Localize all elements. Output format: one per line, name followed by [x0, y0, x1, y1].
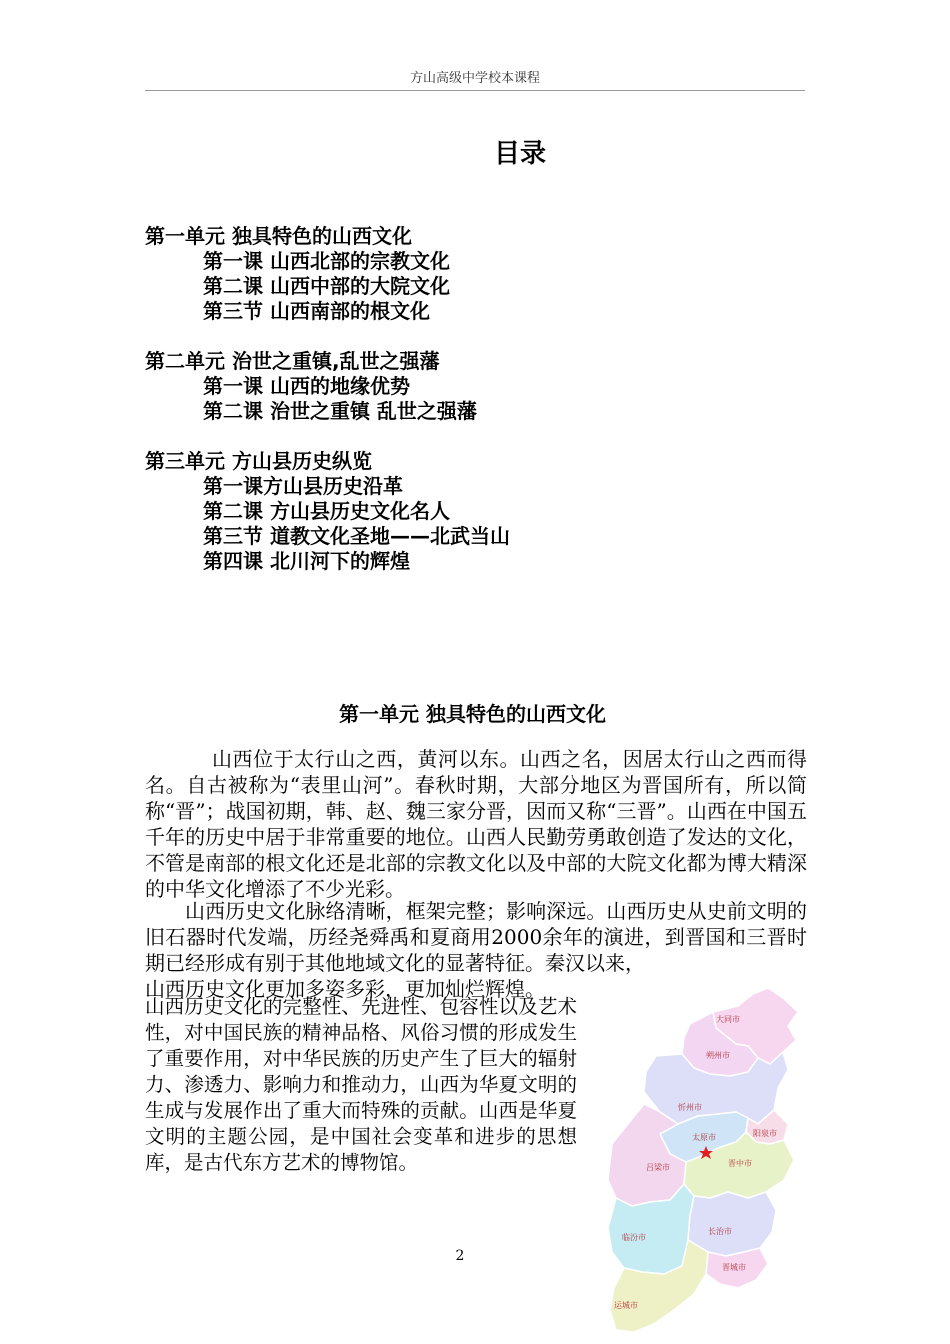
toc-lesson[interactable]: 第二课 方山县历史文化名人 [203, 499, 450, 523]
toc-lesson[interactable]: 第一课 山西北部的宗教文化 [203, 249, 450, 273]
toc-spacer [145, 324, 805, 349]
city-label-lvliang: 吕梁市 [646, 1163, 670, 1172]
toc-lesson[interactable]: 第二课 山西中部的大院文化 [203, 274, 450, 298]
paragraph-4: 山西历史文化的完整性、先进性、包容性以及艺术性，对中国民族的精神品格、风俗习惯的形成发生了重要作用，对中华民族的历史产生了巨大的辐射力、渗透力、影响力和推动力，山西为华夏文明的生成与发展作出了重大而特殊的贡献。山西是华夏文明的主题公园，是中国社会变革和进步的思想库，是古代东方艺术的博物馆。 [145, 995, 577, 1174]
toc-lesson[interactable]: 第三节 道教文化圣地——北武当山 [203, 524, 510, 548]
toc-spacer [145, 424, 805, 449]
city-label-jinzhong: 晋中市 [728, 1159, 752, 1168]
header-title: 方山高级中学校本课程 [409, 71, 540, 86]
city-label-yuncheng: 运城市 [614, 1301, 638, 1310]
city-label-shuozhou: 朔州市 [706, 1051, 730, 1060]
paragraph-1: 山西位于太行山之西，黄河以东。山西之名，因居太行山之西而得名。自古被称为“表里山河”。春秋时期，大部分地区为晋国所有，所以简称“晋”；战国初期，韩、赵、魏三家分晋，因而又称“三晋”。山西在中国五千年的历史中居于非常重要的地位。山西人民勤劳勇敢创造了发达的文化，不管是南部的根文化还是北部的宗教文化以及中部的大院文化都为博大精深的中华文化增添了不少光彩。 [145, 747, 807, 901]
header-rule [145, 90, 805, 91]
toc-lesson[interactable]: 第三节 山西南部的根文化 [203, 299, 430, 323]
section-title: 第一单元 独具特色的山西文化 [339, 702, 606, 726]
toc-unit-2[interactable]: 第二单元 治世之重镇,乱世之强藩 [145, 349, 440, 373]
toc-unit-1[interactable]: 第一单元 独具特色的山西文化 [145, 224, 412, 248]
paragraph-3: 山西历史文化更加多姿多彩，更加灿烂辉煌。 [145, 977, 545, 1001]
paragraph-2: 山西历史文化脉络清晰，框架完整；影响深远。山西历史从史前文明的旧石器时代发端，历经尧舜禹和夏商用2000余年的演进，到晋国和三晋时期已经形成有别于其他地域文化的显著特征。秦汉以来， [145, 899, 807, 975]
city-label-jincheng: 晋城市 [722, 1263, 746, 1272]
shanxi-map-image [598, 984, 810, 1342]
toc-title: 目录 [493, 139, 546, 169]
city-label-xinzhou: 忻州市 [678, 1103, 702, 1112]
city-label-taiyuan: 太原市 [692, 1133, 716, 1142]
city-label-datong: 大同市 [716, 1015, 740, 1024]
city-label-linfen: 临汾市 [622, 1233, 646, 1242]
toc-lesson[interactable]: 第四课 北川河下的辉煌 [203, 549, 410, 573]
region-changzhi [688, 1192, 776, 1256]
toc-lesson[interactable]: 第二课 治世之重镇 乱世之强藩 [203, 399, 477, 423]
city-label-yangquan: 阳泉市 [753, 1129, 777, 1138]
toc-lesson[interactable]: 第一课方山县历史沿革 [203, 474, 403, 498]
toc-unit-3[interactable]: 第三单元 方山县历史纵览 [145, 449, 372, 473]
city-label-changzhi: 长治市 [708, 1227, 732, 1236]
toc-lesson[interactable]: 第一课 山西的地缘优势 [203, 374, 410, 398]
page-number: 2 [455, 1248, 465, 1264]
table-of-contents [145, 224, 805, 574]
